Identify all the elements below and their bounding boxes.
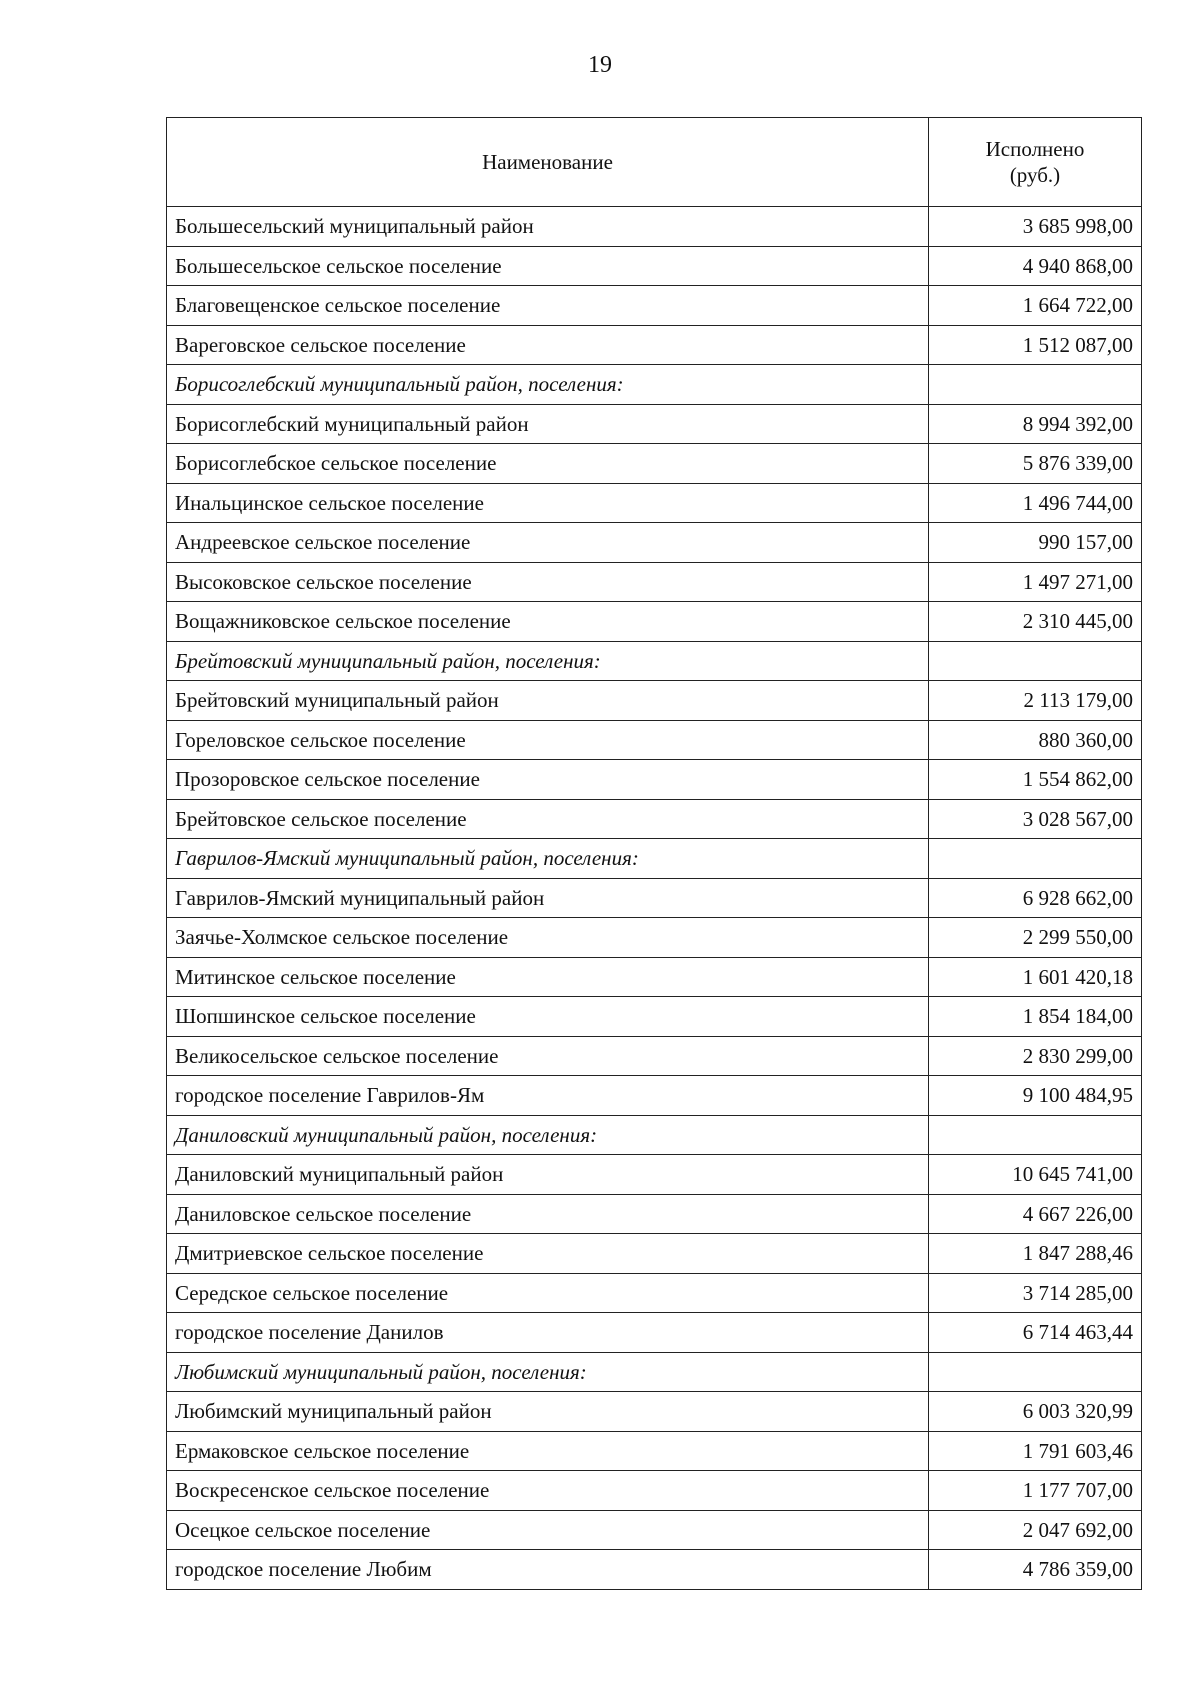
group-heading-row — [167, 839, 1142, 879]
table-row — [167, 286, 1142, 326]
group-heading-row — [167, 1115, 1142, 1155]
row-name: Борисоглебский муниципальный район — [167, 404, 929, 444]
district-group-label: Гаврилов-Ямский муниципальный район, поселения: — [167, 839, 929, 879]
table-row — [167, 444, 1142, 484]
table-row — [167, 1036, 1142, 1076]
row-amount: 1 554 862,00 — [929, 760, 1142, 800]
table-row — [167, 483, 1142, 523]
page-number: 19 — [588, 52, 612, 78]
row-name: городское поселение Данилов — [167, 1313, 929, 1353]
row-amount: 880 360,00 — [929, 720, 1142, 760]
district-group-label: Борисоглебский муниципальный район, поселения: — [167, 365, 929, 405]
row-amount: 2 113 179,00 — [929, 681, 1142, 721]
column-header-amount-line2: (руб.) — [1009, 163, 1061, 187]
row-name: Митинское сельское поселение — [167, 957, 929, 997]
row-name: Воскресенское сельское поселение — [167, 1471, 929, 1511]
table-row — [167, 1076, 1142, 1116]
district-group-label: Даниловский муниципальный район, поселения: — [167, 1115, 929, 1155]
table-row — [167, 1431, 1142, 1471]
row-amount: 4 667 226,00 — [929, 1194, 1142, 1234]
row-name: Ермаковское сельское поселение — [167, 1431, 929, 1471]
row-name: городское поселение Любим — [167, 1550, 929, 1590]
budget-execution-table — [166, 117, 1142, 1590]
table-row — [167, 523, 1142, 563]
table-row — [167, 1234, 1142, 1274]
row-amount: 3 685 998,00 — [929, 207, 1142, 247]
row-name: Инальцинское сельское поселение — [167, 483, 929, 523]
row-amount: 3 714 285,00 — [929, 1273, 1142, 1313]
row-amount: 2 047 692,00 — [929, 1510, 1142, 1550]
row-amount — [929, 1352, 1142, 1392]
table-row — [167, 997, 1142, 1037]
row-amount: 1 664 722,00 — [929, 286, 1142, 326]
table-row — [167, 562, 1142, 602]
row-name: Дмитриевское сельское поселение — [167, 1234, 929, 1274]
row-name: Большесельское сельское поселение — [167, 246, 929, 286]
row-amount: 9 100 484,95 — [929, 1076, 1142, 1116]
column-header-amount-line1: Исполнено — [985, 137, 1085, 161]
table-row — [167, 1155, 1142, 1195]
row-name: Брейтовский муниципальный район — [167, 681, 929, 721]
row-name: Вощажниковское сельское поселение — [167, 602, 929, 642]
row-amount: 6 714 463,44 — [929, 1313, 1142, 1353]
table-body — [167, 207, 1142, 1590]
row-amount: 1 497 271,00 — [929, 562, 1142, 602]
row-amount: 6 003 320,99 — [929, 1392, 1142, 1432]
group-heading-row — [167, 1352, 1142, 1392]
row-amount: 5 876 339,00 — [929, 444, 1142, 484]
row-name: Осецкое сельское поселение — [167, 1510, 929, 1550]
row-amount — [929, 839, 1142, 879]
row-name: Шопшинское сельское поселение — [167, 997, 929, 1037]
row-name: Великосельское сельское поселение — [167, 1036, 929, 1076]
row-amount: 4 786 359,00 — [929, 1550, 1142, 1590]
row-name: Борисоглебское сельское поселение — [167, 444, 929, 484]
table-row — [167, 1194, 1142, 1234]
table-row — [167, 1392, 1142, 1432]
table-row — [167, 1273, 1142, 1313]
row-name: Даниловский муниципальный район — [167, 1155, 929, 1195]
row-name: Заячье-Холмское сельское поселение — [167, 918, 929, 958]
table-row — [167, 602, 1142, 642]
row-amount: 2 830 299,00 — [929, 1036, 1142, 1076]
table-row — [167, 1510, 1142, 1550]
row-name: Андреевское сельское поселение — [167, 523, 929, 563]
row-amount: 990 157,00 — [929, 523, 1142, 563]
row-name: Благовещенское сельское поселение — [167, 286, 929, 326]
row-amount: 1 177 707,00 — [929, 1471, 1142, 1511]
table-row — [167, 1471, 1142, 1511]
district-group-label: Брейтовский муниципальный район, поселения: — [167, 641, 929, 681]
column-header-name: Наименование — [167, 118, 929, 207]
row-amount: 1 847 288,46 — [929, 1234, 1142, 1274]
table-row — [167, 720, 1142, 760]
table-row — [167, 1313, 1142, 1353]
row-amount: 1 512 087,00 — [929, 325, 1142, 365]
row-name: Прозоровское сельское поселение — [167, 760, 929, 800]
row-amount — [929, 365, 1142, 405]
table-row — [167, 246, 1142, 286]
row-name: Любимский муниципальный район — [167, 1392, 929, 1432]
row-amount — [929, 641, 1142, 681]
row-amount — [929, 1115, 1142, 1155]
table-header — [167, 118, 1142, 207]
column-header-amount — [929, 118, 1142, 207]
row-name: Середское сельское поселение — [167, 1273, 929, 1313]
row-amount: 1 496 744,00 — [929, 483, 1142, 523]
row-amount: 10 645 741,00 — [929, 1155, 1142, 1195]
table-row — [167, 760, 1142, 800]
row-amount: 8 994 392,00 — [929, 404, 1142, 444]
row-name: Высоковское сельское поселение — [167, 562, 929, 602]
table-row — [167, 325, 1142, 365]
row-amount: 1 854 184,00 — [929, 997, 1142, 1037]
row-amount: 1 601 420,18 — [929, 957, 1142, 997]
row-amount: 3 028 567,00 — [929, 799, 1142, 839]
table-row — [167, 799, 1142, 839]
row-amount: 1 791 603,46 — [929, 1431, 1142, 1471]
row-amount: 2 299 550,00 — [929, 918, 1142, 958]
row-name: Брейтовское сельское поселение — [167, 799, 929, 839]
row-name: городское поселение Гаврилов-Ям — [167, 1076, 929, 1116]
row-name: Гореловское сельское поселение — [167, 720, 929, 760]
table-row — [167, 1550, 1142, 1590]
row-name: Гаврилов-Ямский муниципальный район — [167, 878, 929, 918]
table-header-row — [167, 118, 1142, 207]
district-group-label: Любимский муниципальный район, поселения: — [167, 1352, 929, 1392]
row-name: Даниловское сельское поселение — [167, 1194, 929, 1234]
group-heading-row — [167, 365, 1142, 405]
row-amount: 2 310 445,00 — [929, 602, 1142, 642]
row-name: Вареговское сельское поселение — [167, 325, 929, 365]
table-row — [167, 207, 1142, 247]
table-row — [167, 681, 1142, 721]
group-heading-row — [167, 641, 1142, 681]
table-row — [167, 957, 1142, 997]
row-name: Большесельский муниципальный район — [167, 207, 929, 247]
table-row — [167, 918, 1142, 958]
table-row — [167, 404, 1142, 444]
table-row — [167, 878, 1142, 918]
row-amount: 6 928 662,00 — [929, 878, 1142, 918]
row-amount: 4 940 868,00 — [929, 246, 1142, 286]
